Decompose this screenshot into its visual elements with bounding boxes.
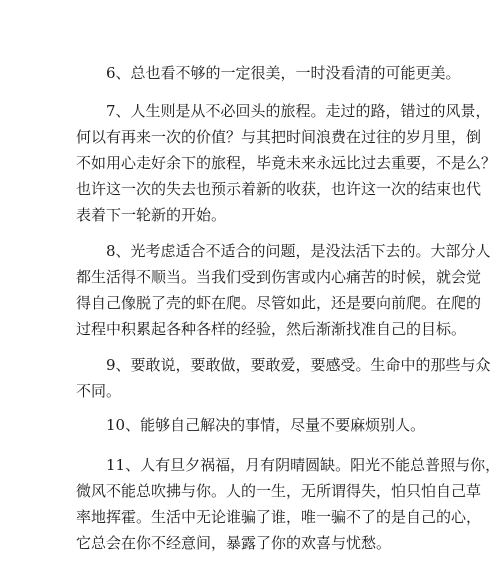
text-line: 得自己像脱了壳的虾在爬。尽管如此，还是要向前爬。在爬的 xyxy=(76,294,482,312)
text-line: 9、要敢说，要敢做，要敢爱，要感受。生命中的那些与众 xyxy=(106,356,491,374)
paragraph-10 xyxy=(76,412,436,438)
text-line: 也许这一次的失去也预示着新的收获，也许这一次的结束也代 xyxy=(76,180,482,198)
text-line: 都生活得不顺当。当我们受到伤害或内心痛苦的时候，就会觉 xyxy=(76,268,482,286)
text-line: 它总会在你不经意间，暴露了你的欢喜与忧愁。 xyxy=(76,534,392,552)
text-line: 何以有再来一次的价值？与其把时间浪费在过往的岁月里，倒 xyxy=(76,128,482,146)
paragraph-6 xyxy=(76,60,461,86)
text-line: 表着下一轮新的开始。 xyxy=(76,206,227,224)
paragraph-7 xyxy=(76,98,497,228)
text-line: 7、人生则是从不必回头的旅程。走过的路，错过的风景， xyxy=(106,102,491,120)
text-line: 率地挥霍。生活中无论谁骗了谁，唯一骗不了的是自己的心， xyxy=(76,508,482,526)
text-line: 不如用心走好余下的旅程，毕竟未来永远比过去重要，不是么？ xyxy=(76,154,497,172)
text-line: 过程中积累起各种各样的经验，然后渐渐找准自己的目标。 xyxy=(76,320,467,338)
text-line: 6、总也看不够的一定很美，一时没看清的可能更美。 xyxy=(106,64,461,82)
text-line: 微风不能总吹拂与你。人的一生，无所谓得失，怕只怕自己草 xyxy=(76,482,482,500)
text-line: 11、人有旦夕祸福，月有阴晴圆缺。阳光不能总普照与你， xyxy=(106,456,500,474)
text-line: 8、光考虑适合不适合的问题，是没法活下去的。大部分人 xyxy=(106,242,491,260)
text-line: 不同。 xyxy=(76,382,122,400)
paragraph-9 xyxy=(76,352,491,404)
text-line: 10、能够自己解决的事情，尽量不要麻烦别人。 xyxy=(106,416,426,434)
paragraph-11 xyxy=(76,452,500,556)
paragraph-8 xyxy=(76,238,491,342)
